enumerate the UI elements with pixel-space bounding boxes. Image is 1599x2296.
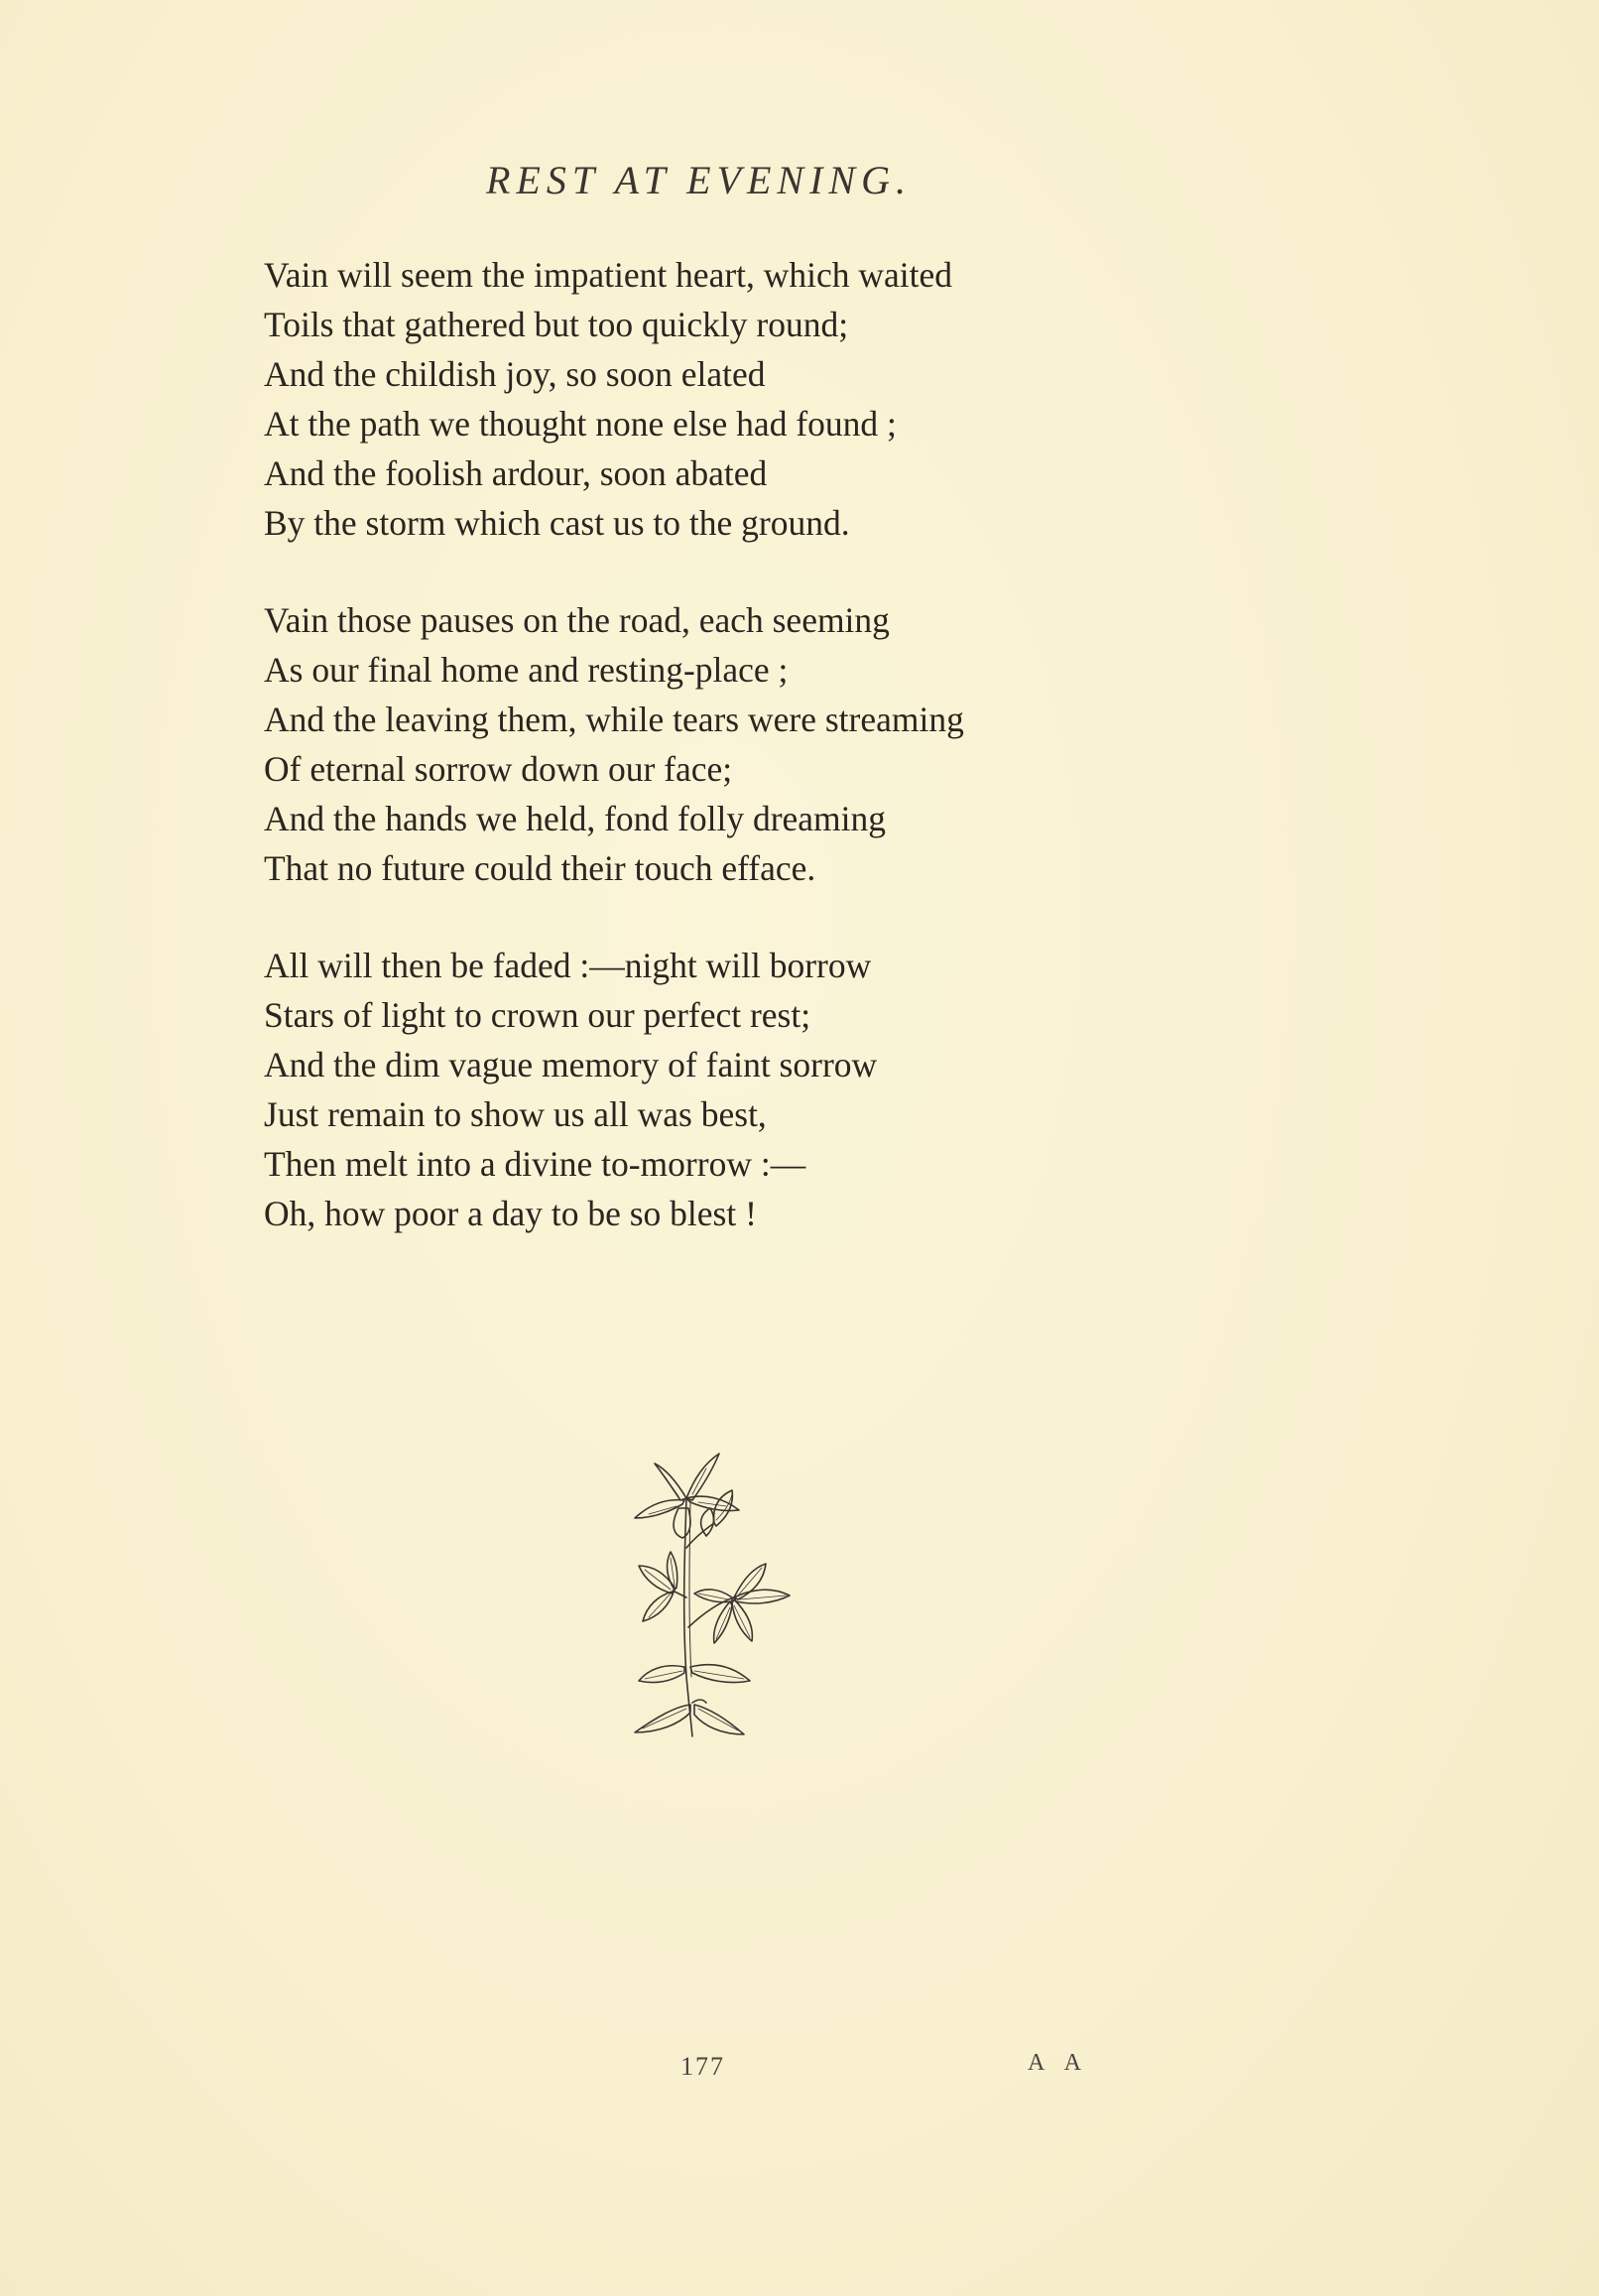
poem-line: As our final home and resting-place ; xyxy=(264,650,789,690)
stanza-3 xyxy=(264,941,1256,1238)
poem-line: Stars of light to crown our perfect rest; xyxy=(264,995,811,1035)
poem-line: Just remain to show us all was best, xyxy=(264,1094,767,1134)
poem-line: At the path we thought none else had found ; xyxy=(264,404,897,444)
poem-line: All will then be faded :—night will borrow xyxy=(264,946,872,985)
poem-line: And the leaving them, while tears were streaming xyxy=(264,700,964,739)
poem-line: And the foolish ardour, soon abated xyxy=(264,453,768,493)
poem-line: And the dim vague memory of faint sorrow xyxy=(264,1045,878,1084)
poem-line: Oh, how poor a day to be so blest ! xyxy=(264,1194,757,1233)
poem-line: And the childish joy, so soon elated xyxy=(264,354,766,394)
poem-line: Of eternal sorrow down our face; xyxy=(264,749,733,789)
poem-line: That no future could their touch efface. xyxy=(264,848,816,888)
poem-line: Toils that gathered but too quickly round; xyxy=(264,305,849,344)
stanza-1 xyxy=(264,250,1256,548)
poem-line: And the hands we held, fond folly dreaming xyxy=(264,799,887,838)
poem-body xyxy=(264,250,1256,1286)
poem-line: Then melt into a divine to-morrow :— xyxy=(264,1144,806,1184)
poem-line: Vain will seem the impatient heart, which waited xyxy=(264,255,953,295)
poem-line: By the storm which cast us to the ground. xyxy=(264,503,850,543)
stanza-2 xyxy=(264,595,1256,893)
floral-sprig-icon xyxy=(595,1439,813,1746)
page-number: 177 xyxy=(680,2052,725,2081)
poem-title: REST AT EVENING. xyxy=(485,158,912,202)
signature-mark: A A xyxy=(1028,2050,1090,2076)
poem-line: Vain those pauses on the road, each seeming xyxy=(264,600,890,640)
